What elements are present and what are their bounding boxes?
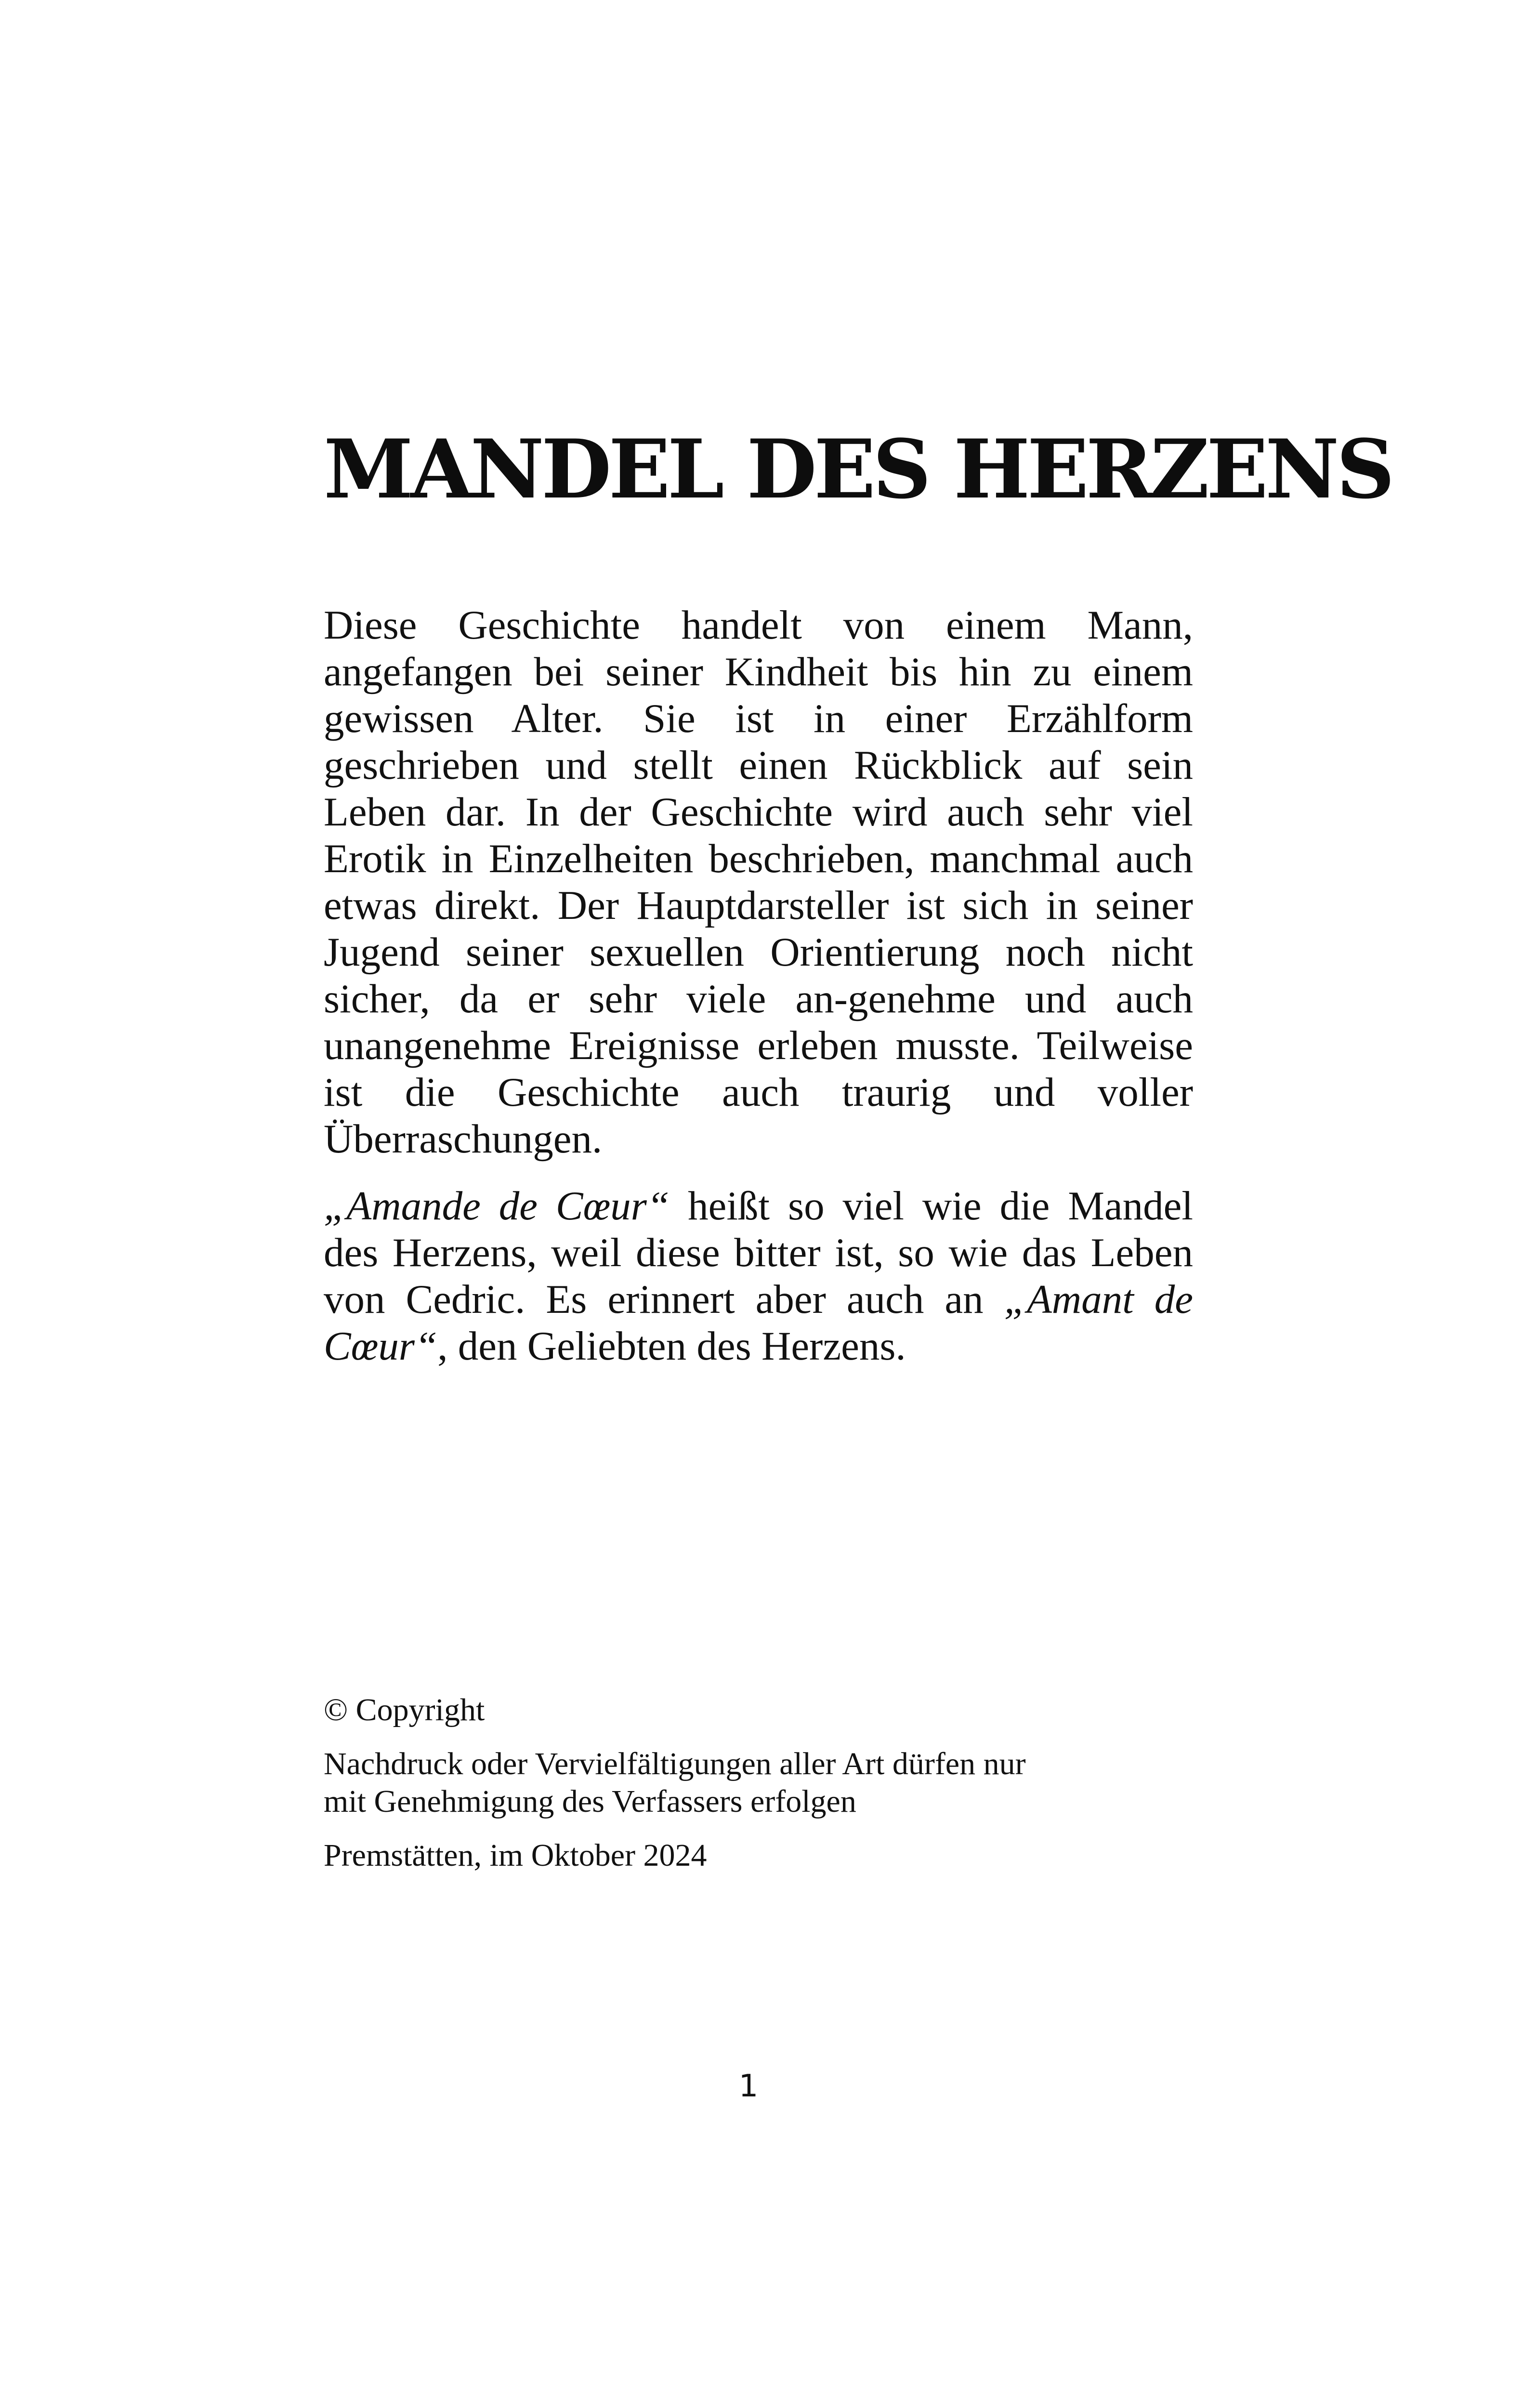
reprint-notice (324, 1745, 1193, 1820)
italic-phrase-amant: „Amant de Cœur“ (324, 1277, 1194, 1369)
page-number: 1 (738, 2068, 759, 2104)
reprint-notice-line-1: Nachdruck oder Vervielfältigungen aller Art dürfen nur (324, 1746, 1026, 1781)
italic-phrase-amande: „Amande de Cœur“ (324, 1183, 670, 1229)
page-title: MANDEL DES HERZENS (324, 421, 1392, 517)
synopsis (324, 602, 1193, 1370)
imprint (324, 1691, 1193, 1874)
paragraph-2-text-2: , den Geliebten des Herzens. (437, 1323, 906, 1369)
copyright-line: © Copyright (324, 1692, 485, 1727)
paragraph-2-text-1: heißt so viel wie die Mandel des Herzens, weil diese bitter ist, so wie das Leben von Cedric. Es erinnert aber auch an (324, 1183, 1193, 1322)
synopsis-paragraph-1: Diese Geschichte handelt von einem Mann, angefangen bei seiner Kindheit bis hin zu einem gewissen Alter. Sie ist in einer Erzählform geschrieben und stellt einen Rückblick auf sein Leben dar. In der Geschichte wird auch sehr viel Erotik in Einzelheiten beschrieben, manchmal auch etwas direkt. Der Hauptdarsteller ist sich in seiner Jugend seiner sexuellen Orientierung noch nicht sicher, da er sehr viele an-genehme und auch unangenehme Ereignisse erleben musste. Teilweise ist die Geschichte auch traurig und voller Überraschungen. (324, 602, 1193, 1162)
synopsis-paragraph-2 (324, 1183, 1193, 1370)
reprint-notice-line-2: mit Genehmigung des Verfassers erfolgen (324, 1784, 856, 1819)
place-date: Premstätten, im Oktober 2024 (324, 1838, 707, 1873)
